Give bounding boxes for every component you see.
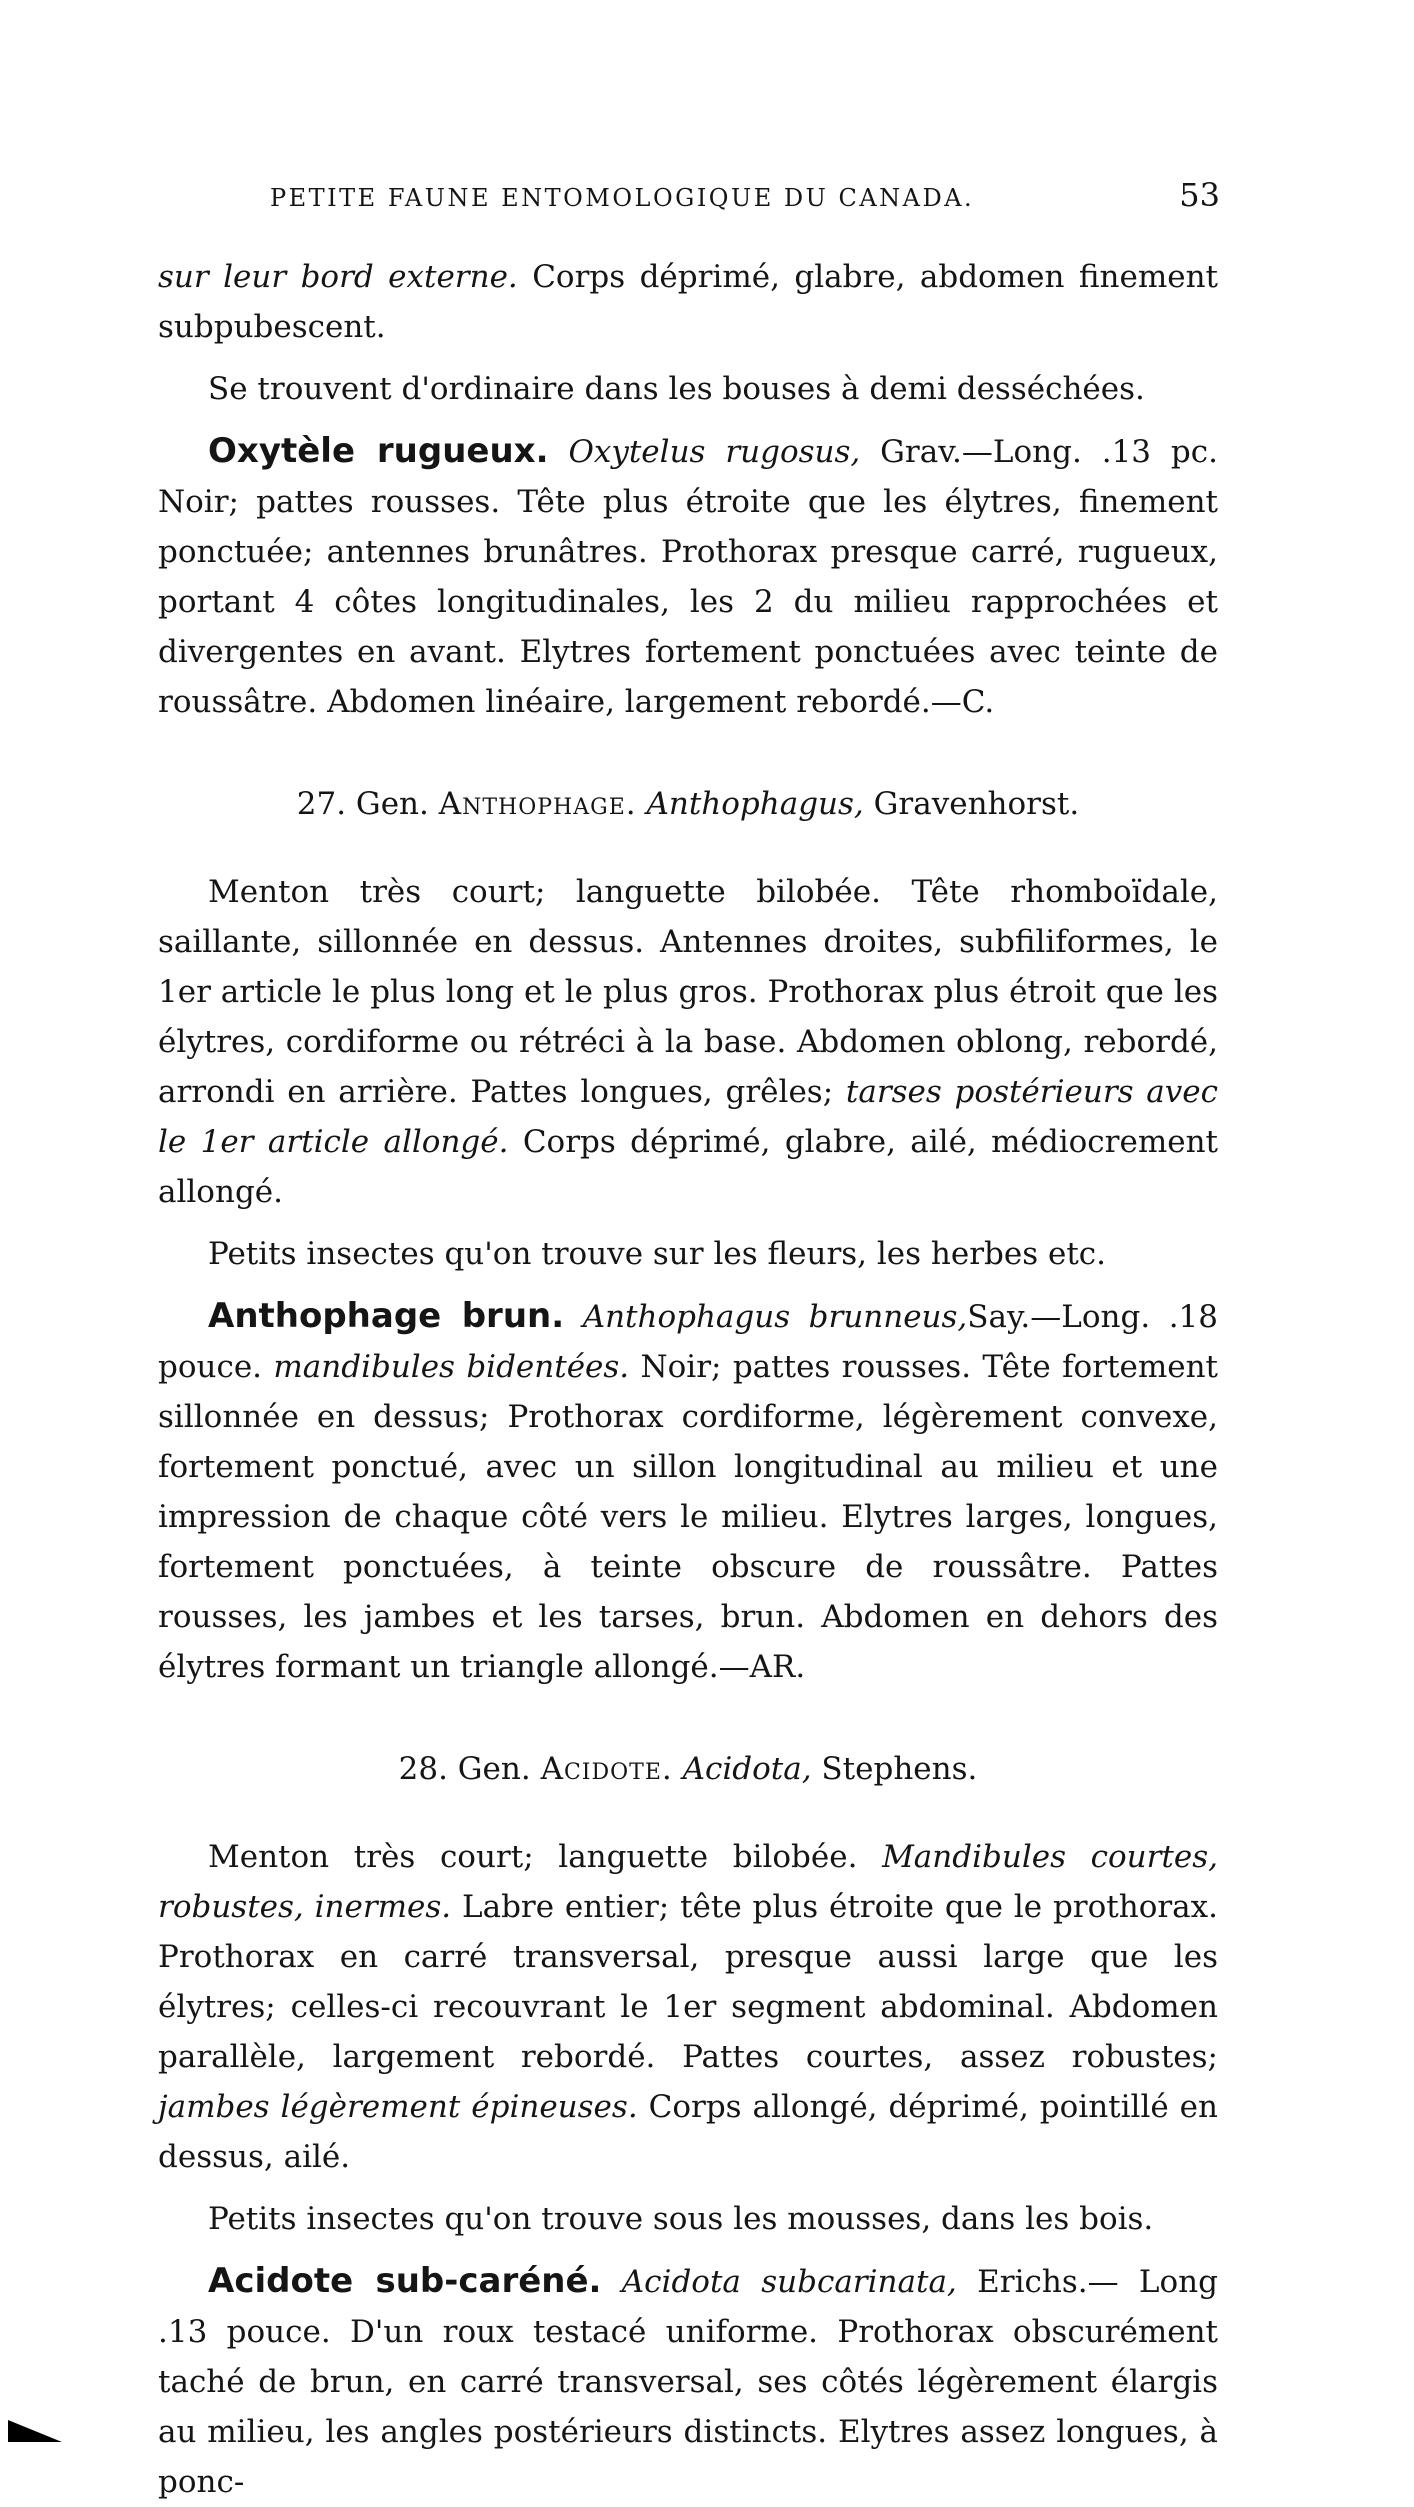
paragraph-text: Corps déprimé, glabre, abdomen finement subpubescent. xyxy=(158,259,1218,345)
description-text: Corps déprimé, glabre, ailé, médiocrement allongé. xyxy=(158,1124,1218,1210)
species-description: D'un roux testacé uniforme. Prothorax obscurément taché de brun, en carré transversal, ses côtés légèrement élargis au milieu, les angles postérieurs distincts. Elytres assez longues, à ponc- xyxy=(158,2314,1218,2500)
species-name: Oxytèle rugueux. xyxy=(208,431,549,471)
description-text: Corps allongé, déprimé, pointillé en dessus, ailé. xyxy=(158,2089,1218,2175)
paragraph-continuation xyxy=(158,252,1218,352)
genus-heading-27 xyxy=(158,779,1218,829)
italic-phrase: Mandibules courtes, robustes, inermes. xyxy=(158,1839,1218,1925)
species-description: Noir; pattes rousses. Tête fortement sillonnée en dessus; Prothorax cordiforme, légèrement convexe, fortement ponctué, avec un sillon longitudinal au milieu et une impression de chaque côté vers le milieu. Elytres larges, longues, fortement ponctuées, à teinte obscure de roussâtre. Pattes rousses, les jambes et les tarses, brun. Abdomen en dehors des élytres formant un triangle allongé.—AR. xyxy=(158,1349,1219,1685)
genus-authority: Stephens. xyxy=(811,1751,978,1787)
page-number: 53 xyxy=(1179,176,1220,214)
genus-authority: Gravenhorst. xyxy=(863,786,1080,822)
species-authority: Say.—Long. .18 pouce. xyxy=(158,1299,1218,1385)
species-latin-name: Anthophagus brunneus, xyxy=(582,1299,968,1335)
genus-description-anthophagus xyxy=(158,867,1218,1217)
italic-phrase: mandibules bidentées. xyxy=(273,1349,630,1385)
species-latin-name: Oxytelus rugosus, xyxy=(568,434,861,470)
species-authority: Erichs.— Long .13 pouce. xyxy=(158,2264,1218,2350)
species-acidote-sub-carene xyxy=(158,2256,1218,2507)
genus-french-name: Acidote. xyxy=(540,1751,673,1787)
genus-description-acidota xyxy=(158,1832,1218,2182)
description-text: Menton très court; languette bilobée. xyxy=(208,1839,883,1875)
genus-number: 27. Gen. xyxy=(296,786,439,822)
running-header xyxy=(270,176,1220,216)
species-description: Noir; pattes rousses. Tête plus étroite que les élytres, finement ponctuée; antennes brunâtres. Prothorax presque carré, rugueux, portant 4 côtes longitudinales, les 2 du milieu rapprochées et divergentes en avant. Elytres fortement ponctuées avec teinte de roussâtre. Abdomen linéaire, largement rebordé.—C. xyxy=(158,484,1218,720)
description-text: Menton très court; languette bilobée. Tête rhomboïdale, saillante, sillonnée en dessus. Antennes droites, subfiliformes, le 1er article le plus long et le plus gros. Prothorax plus étroit que les élytres, cordiforme ou rétréci à la base. Abdomen oblong, rebordé, arrondi en arrière. Pattes longues, grêles; xyxy=(158,874,1218,1110)
genus-heading-28 xyxy=(158,1744,1218,1794)
running-title: PETITE FAUNE ENTOMOLOGIQUE DU CANADA. xyxy=(270,184,975,212)
scan-corner-mark xyxy=(8,2420,62,2442)
page-body xyxy=(158,252,1218,2507)
paragraph-habitat: Se trouvent d'ordinaire dans les bouses à demi desséchées. xyxy=(208,371,1145,407)
italic-phrase: jambes légèrement épineuses. xyxy=(158,2089,638,2125)
genus-latin-name: Acidota, xyxy=(682,1751,812,1787)
italic-phrase: tarses postérieurs avec le 1er article allongé. xyxy=(158,1074,1218,1160)
species-authority: Grav.—Long. .13 pc. xyxy=(860,434,1218,470)
species-name: Acidote sub-caréné. xyxy=(208,2261,602,2301)
genus-french-name: Anthophage. xyxy=(438,786,637,822)
paragraph-habitat: Petits insectes qu'on trouve sur les fleurs, les herbes etc. xyxy=(208,1236,1107,1272)
italic-phrase: sur leur bord externe. xyxy=(158,259,518,295)
paragraph-habitat: Petits insectes qu'on trouve sous les mousses, dans les bois. xyxy=(208,2201,1154,2237)
genus-number: 28. Gen. xyxy=(398,1751,541,1787)
species-oxytele-rugueux xyxy=(158,426,1218,727)
description-text: Labre entier; tête plus étroite que le prothorax. Prothorax en carré transversal, presque aussi large que les élytres; celles-ci recouvrant le 1er segment abdominal. Abdomen parallèle, largement rebordé. Pattes courtes, assez robustes; xyxy=(158,1889,1218,2075)
species-latin-name: Acidota subcarinata, xyxy=(621,2264,957,2300)
species-anthophage-brun xyxy=(158,1291,1218,1692)
species-name: Anthophage brun. xyxy=(208,1296,565,1336)
genus-latin-name: Anthophagus, xyxy=(646,786,864,822)
